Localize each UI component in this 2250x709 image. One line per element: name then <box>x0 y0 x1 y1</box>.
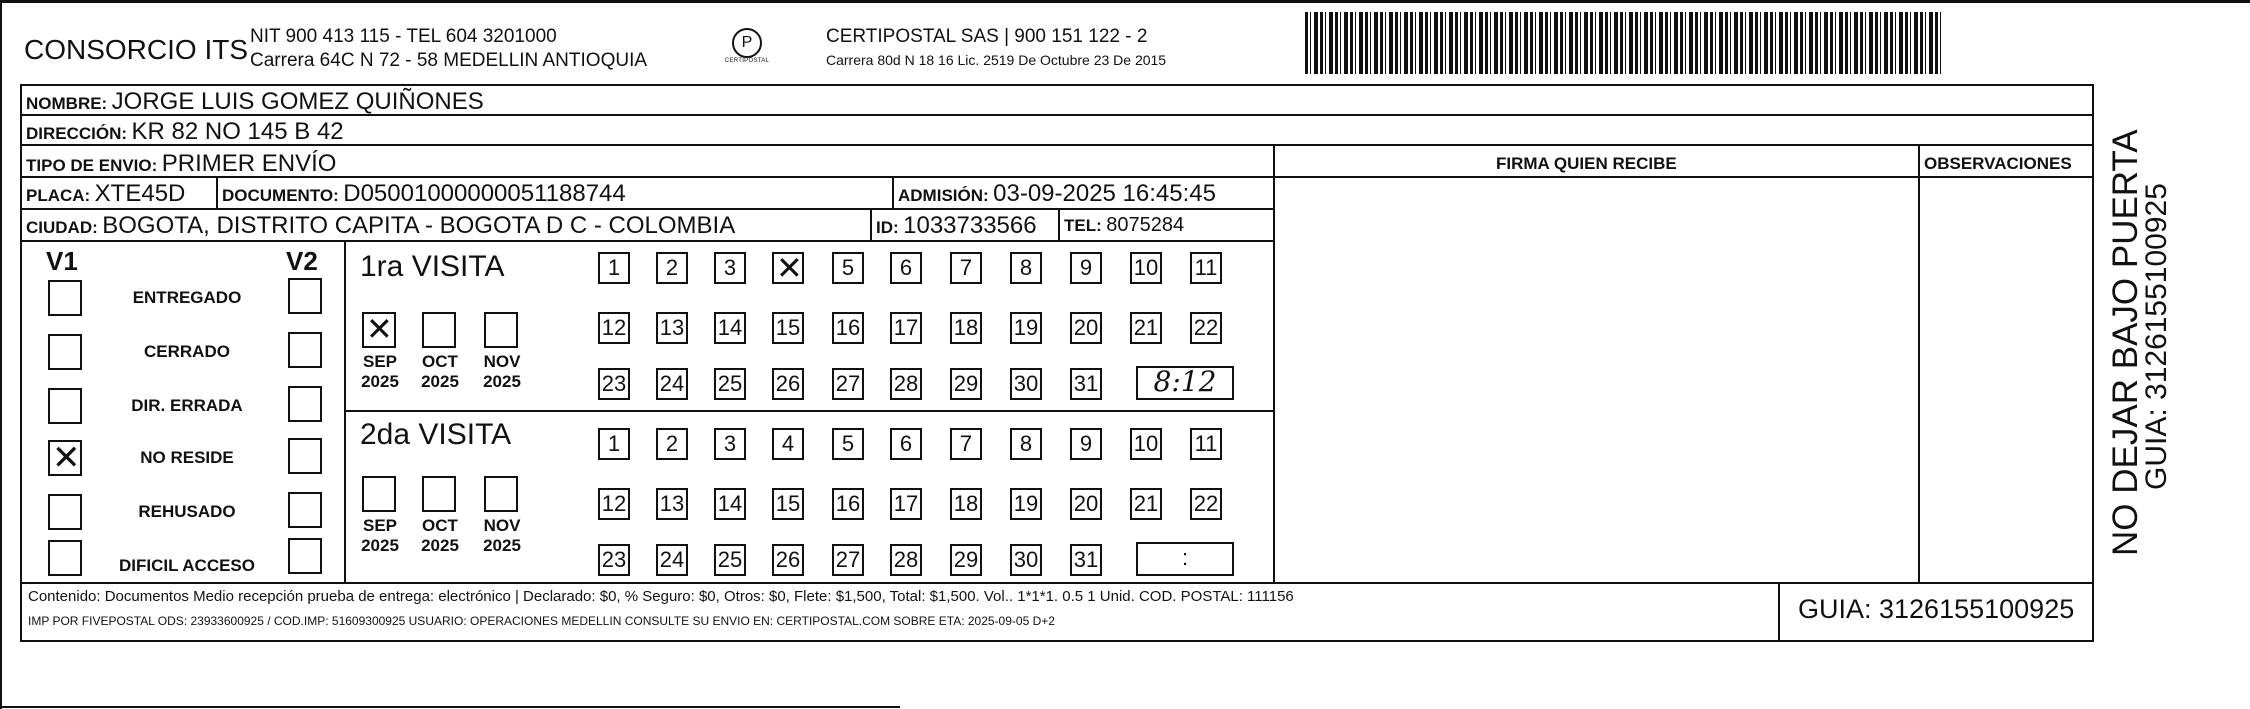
day-box[interactable]: 14 <box>714 312 746 344</box>
day-box[interactable] <box>772 252 804 284</box>
day-box[interactable]: 27 <box>832 368 864 400</box>
day-box[interactable]: 28 <box>890 368 922 400</box>
direccion-value: KR 82 NO 145 B 42 <box>131 118 344 145</box>
v2-checkbox[interactable] <box>288 278 322 314</box>
day-box[interactable]: 11 <box>1190 428 1222 460</box>
bottom-border <box>0 706 900 708</box>
v2-label: V2 <box>286 246 318 276</box>
day-box[interactable]: 26 <box>772 544 804 576</box>
admision-label: ADMISIÓN: <box>898 186 989 205</box>
day-box[interactable]: 25 <box>714 368 746 400</box>
day-box[interactable]: 8 <box>1010 428 1042 460</box>
day-box[interactable]: 31 <box>1070 544 1102 576</box>
visit2-title: 2da VISITA <box>360 418 512 451</box>
col-rule <box>1778 582 1780 642</box>
status-label: NO RESIDE <box>140 448 234 467</box>
footer-line2: IMP POR FIVEPOSTAL ODS: 23933600925 / COD.IMP: 51609300925 USUARIO: OPERACIONES MEDELLIN CONSULTE SU ENVIO EN: CERTIPOSTAL.COM SOBRE ETA: 2025-09-05 D+2 <box>28 614 1055 628</box>
row-rule <box>20 240 1273 242</box>
placa-value: XTE45D <box>94 180 186 207</box>
day-box[interactable]: 7 <box>950 428 982 460</box>
v2-checkbox[interactable] <box>288 332 322 368</box>
v2-checkbox[interactable] <box>288 438 322 474</box>
month-checkbox-nov[interactable] <box>484 312 518 348</box>
day-box[interactable]: 23 <box>598 368 630 400</box>
v1-checkbox[interactable] <box>48 280 82 316</box>
month-label <box>350 516 410 556</box>
day-box[interactable]: 8 <box>1010 252 1042 284</box>
v2-checkbox[interactable] <box>288 386 322 422</box>
status-label: ENTREGADO <box>132 288 242 307</box>
day-box[interactable]: 30 <box>1010 544 1042 576</box>
footer-line1: Contenido: Documentos Medio recepción prueba de entrega: electrónico | Declarado: $0, % Seguro: $0, Otros: $0, Flete: $1,500, Total: $1,500. Vol.. 1*1*1. 0.5 1 Unid. COD. POSTAL: 111156 <box>28 588 1294 605</box>
day-box[interactable]: 11 <box>1190 252 1222 284</box>
day-box[interactable]: 16 <box>832 312 864 344</box>
month-checkbox-nov[interactable] <box>484 476 518 512</box>
month-label <box>472 516 532 556</box>
day-box[interactable]: 17 <box>890 488 922 520</box>
day-box[interactable]: 1 <box>598 252 630 284</box>
placa-label: PLACA: <box>26 186 91 205</box>
day-box[interactable]: 13 <box>656 488 688 520</box>
v1-label: V1 <box>46 246 78 276</box>
day-box[interactable]: 17 <box>890 312 922 344</box>
day-box[interactable]: 2 <box>656 428 688 460</box>
tel-label: TEL: <box>1064 216 1102 235</box>
month-name: NOV <box>483 352 521 371</box>
day-box[interactable]: 12 <box>598 488 630 520</box>
nombre-label: NOMBRE: <box>26 94 108 113</box>
day-box[interactable]: 3 <box>714 428 746 460</box>
day-box[interactable]: 24 <box>656 368 688 400</box>
month-checkbox-oct[interactable] <box>422 476 456 512</box>
col-rule <box>1918 144 1920 582</box>
month-name: OCT <box>422 352 458 371</box>
day-box[interactable]: 24 <box>656 544 688 576</box>
col-rule <box>1058 208 1060 240</box>
observaciones-label: OBSERVACIONES <box>1924 154 2072 173</box>
tipo-envio-label: TIPO DE ENVIO: <box>26 156 158 175</box>
month-label <box>410 352 470 392</box>
day-box[interactable]: 15 <box>772 312 804 344</box>
day-box[interactable]: 16 <box>832 488 864 520</box>
certipostal-line: CERTIPOSTAL SAS | 900 151 122 - 2 <box>826 26 1148 47</box>
day-box[interactable]: 31 <box>1070 368 1102 400</box>
day-box[interactable]: 6 <box>890 252 922 284</box>
day-box[interactable]: 18 <box>950 488 982 520</box>
day-box[interactable]: 21 <box>1130 488 1162 520</box>
status-label: REHUSADO <box>138 502 236 521</box>
row-rule <box>1273 176 2094 178</box>
top-border <box>0 0 2250 3</box>
day-box[interactable]: 22 <box>1190 312 1222 344</box>
day-box[interactable]: 26 <box>772 368 804 400</box>
left-border <box>0 0 2 709</box>
v1-checkbox[interactable] <box>48 334 82 370</box>
ciudad-label: CIUDAD: <box>26 218 98 237</box>
day-box[interactable]: 9 <box>1070 428 1102 460</box>
day-box[interactable]: 5 <box>832 428 864 460</box>
month-name: NOV <box>483 516 521 535</box>
month-label <box>472 352 532 392</box>
v1-checkbox[interactable] <box>48 440 82 476</box>
visit-divider <box>344 410 1273 412</box>
status-label: CERRADO <box>144 342 230 361</box>
col-rule <box>870 208 872 240</box>
month-name: SEP <box>362 352 398 371</box>
footer-guia: GUIA: 3126155100925 <box>1798 594 2075 624</box>
side-guia: GUIA: 3126155100925 <box>2140 183 2173 490</box>
admision-value: 03-09-2025 16:45:45 <box>993 180 1216 207</box>
v1-checkbox[interactable] <box>48 388 82 424</box>
month-year: 2025 <box>421 536 459 555</box>
address-line: Carrera 64C N 72 - 58 MEDELLIN ANTIOQUIA <box>250 50 648 71</box>
visit1-title: 1ra VISITA <box>360 250 505 283</box>
tipo-envio-value: PRIMER ENVÍO <box>161 150 337 177</box>
time-field[interactable]: : <box>1136 542 1234 576</box>
v2-checkbox[interactable] <box>288 492 322 528</box>
id-label: ID: <box>876 218 899 237</box>
row-rule <box>20 208 1273 210</box>
v1-checkbox[interactable] <box>48 494 82 530</box>
firma-label: FIRMA QUIEN RECIBE <box>1496 154 1677 173</box>
day-box[interactable]: 2 <box>656 252 688 284</box>
day-box[interactable]: 3 <box>714 252 746 284</box>
v2-checkbox[interactable] <box>288 538 322 574</box>
id-value: 1033733566 <box>903 212 1037 239</box>
day-box[interactable]: 19 <box>1010 488 1042 520</box>
logo-emblem-icon: P <box>732 28 762 58</box>
month-name: SEP <box>362 516 398 535</box>
certipostal-logo <box>722 28 772 72</box>
direccion-label: DIRECCIÓN: <box>26 124 128 143</box>
day-box[interactable]: 10 <box>1130 252 1162 284</box>
day-box[interactable]: 18 <box>950 312 982 344</box>
row-rule <box>20 582 2094 584</box>
license-line: Carrera 80d N 18 16 Lic. 2519 De Octubre 23 De 2015 <box>826 52 1167 68</box>
day-box[interactable]: 29 <box>950 368 982 400</box>
day-box[interactable]: 1 <box>598 428 630 460</box>
nombre-value: JORGE LUIS GOMEZ QUIÑONES <box>111 88 484 115</box>
day-box[interactable]: 23 <box>598 544 630 576</box>
company-name: CONSORCIO ITS <box>24 34 249 65</box>
status-label: DIR. ERRADA <box>131 396 243 415</box>
month-checkbox-oct[interactable] <box>422 312 456 348</box>
day-box[interactable]: 14 <box>714 488 746 520</box>
day-box[interactable]: 10 <box>1130 428 1162 460</box>
day-box[interactable]: 21 <box>1130 312 1162 344</box>
nit-line: NIT 900 413 115 - TEL 604 3201000 <box>250 26 557 47</box>
day-box[interactable]: 25 <box>714 544 746 576</box>
day-box[interactable]: 9 <box>1070 252 1102 284</box>
day-box[interactable]: 12 <box>598 312 630 344</box>
month-year: 2025 <box>361 372 399 391</box>
day-box[interactable]: 27 <box>832 544 864 576</box>
col-rule <box>892 176 894 208</box>
logo-wordmark: CERTIPOSTAL <box>724 58 770 64</box>
day-box[interactable]: 5 <box>832 252 864 284</box>
month-label <box>410 516 470 556</box>
side-warning: NO DEJAR BAJO PUERTA <box>2106 129 2145 556</box>
v1-checkbox[interactable] <box>48 540 82 576</box>
month-year: 2025 <box>483 536 521 555</box>
month-name: OCT <box>422 516 458 535</box>
month-checkbox-sep[interactable] <box>362 312 396 348</box>
month-label <box>350 352 410 392</box>
time-field[interactable]: 8:12 <box>1136 366 1234 400</box>
month-year: 2025 <box>421 372 459 391</box>
col-rule <box>1273 240 1275 582</box>
month-year: 2025 <box>361 536 399 555</box>
day-box[interactable]: 22 <box>1190 488 1222 520</box>
day-box[interactable]: 13 <box>656 312 688 344</box>
day-box[interactable]: 7 <box>950 252 982 284</box>
documento-value: D05001000000051188744 <box>343 180 626 207</box>
ciudad-value: BOGOTA, DISTRITO CAPITA - BOGOTA D C - COLOMBIA <box>102 212 736 239</box>
tel-value: 8075284 <box>1106 214 1185 236</box>
day-box[interactable]: 20 <box>1070 312 1102 344</box>
barcode <box>1305 12 1941 74</box>
day-box[interactable]: 19 <box>1010 312 1042 344</box>
day-box[interactable]: 6 <box>890 428 922 460</box>
col-rule <box>216 176 218 208</box>
day-box[interactable]: 4 <box>772 428 804 460</box>
day-box[interactable]: 15 <box>772 488 804 520</box>
day-box[interactable]: 30 <box>1010 368 1042 400</box>
status-label: DIFICIL ACCESO <box>118 556 255 575</box>
day-box[interactable]: 20 <box>1070 488 1102 520</box>
day-box[interactable]: 29 <box>950 544 982 576</box>
month-checkbox-sep[interactable] <box>362 476 396 512</box>
documento-label: DOCUMENTO: <box>222 186 339 205</box>
day-box[interactable]: 28 <box>890 544 922 576</box>
month-year: 2025 <box>483 372 521 391</box>
